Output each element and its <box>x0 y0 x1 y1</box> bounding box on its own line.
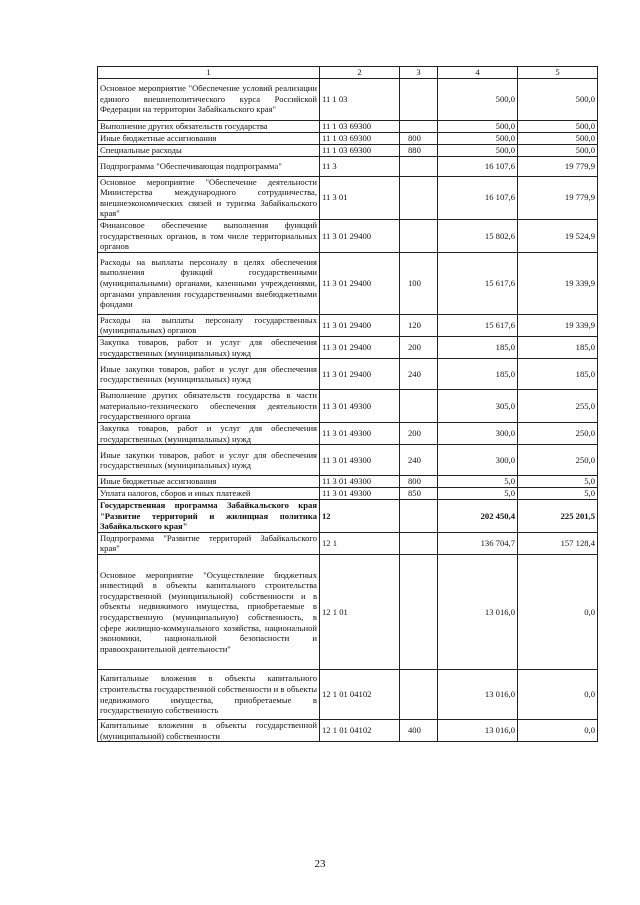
table-row <box>98 500 598 533</box>
row-amount-2: 0,0 <box>518 670 598 720</box>
row-amount-2: 255,0 <box>518 390 598 423</box>
row-amount-1: 15 802,6 <box>438 219 518 252</box>
row-code: 11 3 01 49300 <box>320 422 400 444</box>
table-row <box>98 390 598 423</box>
row-name: Капитальные вложения в объекты капитального строительства государственной собственности и в объекты недвижимого имущества, приобретаемые в государственную собственность <box>98 670 320 720</box>
row-name: Капитальные вложения в объекты государственной (муниципальной) собственности <box>98 720 320 742</box>
row-amount-1: 185,0 <box>438 359 518 390</box>
row-amount-2: 0,0 <box>518 555 598 670</box>
row-name: Выполнение других обязательств государства в части материально-технического обеспечения деятельности государственного органа <box>98 390 320 423</box>
row-expense-type <box>400 176 438 219</box>
row-expense-type <box>400 500 438 533</box>
table-row <box>98 532 598 554</box>
row-code: 11 3 01 29400 <box>320 252 400 314</box>
row-expense-type: 240 <box>400 359 438 390</box>
row-amount-2: 250,0 <box>518 445 598 476</box>
row-name: Государственная программа Забайкальского края "Развитие территорий и жилищная политика Забайкальского края" <box>98 500 320 533</box>
header-col-5: 5 <box>518 67 598 79</box>
row-code: 11 3 <box>320 156 400 176</box>
row-name: Уплата налогов, сборов и иных платежей <box>98 488 320 500</box>
row-amount-1: 300,0 <box>438 422 518 444</box>
row-code: 11 3 01 49300 <box>320 390 400 423</box>
row-amount-1: 13 016,0 <box>438 670 518 720</box>
table-row <box>98 422 598 444</box>
row-expense-type: 800 <box>400 476 438 488</box>
row-code: 11 1 03 <box>320 78 400 120</box>
row-amount-2: 500,0 <box>518 144 598 156</box>
row-amount-1: 15 617,6 <box>438 252 518 314</box>
table-row <box>98 445 598 476</box>
table-row <box>98 720 598 742</box>
row-amount-2: 19 339,9 <box>518 252 598 314</box>
row-code: 11 3 01 <box>320 176 400 219</box>
row-name: Расходы на выплаты персоналу государственных (муниципальных) органов <box>98 314 320 336</box>
row-amount-2: 5,0 <box>518 488 598 500</box>
row-amount-2: 225 201,5 <box>518 500 598 533</box>
row-amount-1: 300,0 <box>438 445 518 476</box>
row-amount-1: 13 016,0 <box>438 555 518 670</box>
table-row <box>98 476 598 488</box>
row-amount-2: 157 128,4 <box>518 532 598 554</box>
table-row <box>98 670 598 720</box>
row-code: 12 <box>320 500 400 533</box>
table-row <box>98 156 598 176</box>
row-code: 11 3 01 29400 <box>320 219 400 252</box>
row-expense-type: 100 <box>400 252 438 314</box>
row-code: 11 3 01 49300 <box>320 476 400 488</box>
table-row <box>98 78 598 120</box>
header-col-4: 4 <box>438 67 518 79</box>
row-expense-type <box>400 670 438 720</box>
row-amount-1: 500,0 <box>438 132 518 144</box>
row-amount-2: 19 339,9 <box>518 314 598 336</box>
row-amount-1: 202 450,4 <box>438 500 518 533</box>
row-amount-2: 5,0 <box>518 476 598 488</box>
row-code: 11 3 01 49300 <box>320 445 400 476</box>
row-code: 12 1 01 <box>320 555 400 670</box>
row-amount-2: 185,0 <box>518 336 598 358</box>
row-code: 12 1 <box>320 532 400 554</box>
row-amount-1: 13 016,0 <box>438 720 518 742</box>
row-name: Финансовое обеспечение выполнения функций государственных органов, в том числе территориальных органов <box>98 219 320 252</box>
row-amount-2: 19 524,9 <box>518 219 598 252</box>
row-name: Подпрограмма "Развитие территорий Забайкальского края" <box>98 532 320 554</box>
row-expense-type: 120 <box>400 314 438 336</box>
table-row <box>98 336 598 358</box>
row-expense-type: 400 <box>400 720 438 742</box>
row-code: 11 1 03 69300 <box>320 144 400 156</box>
row-amount-1: 16 107,6 <box>438 176 518 219</box>
row-name: Основное мероприятие "Обеспечение условий реализации единого внешнеполитического курса Российской Федерации на территории Забайкальского края" <box>98 78 320 120</box>
row-amount-1: 5,0 <box>438 488 518 500</box>
row-name: Иные закупки товаров, работ и услуг для обеспечения государственных (муниципальных) нужд <box>98 359 320 390</box>
row-amount-2: 250,0 <box>518 422 598 444</box>
page-number: 23 <box>314 858 326 870</box>
budget-table <box>97 66 598 742</box>
row-name: Закупка товаров, работ и услуг для обеспечения государственных (муниципальных) нужд <box>98 422 320 444</box>
header-col-2: 2 <box>320 67 400 79</box>
row-name: Расходы на выплаты персоналу в целях обеспечения выполнения функций государственными (муниципальными) органами, казенными учреждениями, органами управления государственными внебюджетными фондами <box>98 252 320 314</box>
row-name: Закупка товаров, работ и услуг для обеспечения государственных (муниципальных) нужд <box>98 336 320 358</box>
budget-table-body <box>98 67 598 742</box>
table-row <box>98 359 598 390</box>
row-name: Иные бюджетные ассигнования <box>98 476 320 488</box>
table-row <box>98 176 598 219</box>
row-amount-1: 185,0 <box>438 336 518 358</box>
row-code: 11 3 01 29400 <box>320 359 400 390</box>
row-amount-2: 500,0 <box>518 132 598 144</box>
row-name: Основное мероприятие "Осуществление бюджетных инвестиций в объекты капитального строительства государственной (муниципальной) собственности и в объекты недвижимого имущества, приобретаемые в государственную (муниципальную) собственность, в сфере жилищно-коммунального хозяйства, национальной экономики, национальной безопасности и правоохранительной деятельности" <box>98 555 320 670</box>
row-name: Иные закупки товаров, работ и услуг для обеспечения государственных (муниципальных) нужд <box>98 445 320 476</box>
row-amount-2: 0,0 <box>518 720 598 742</box>
row-expense-type: 880 <box>400 144 438 156</box>
row-amount-1: 305,0 <box>438 390 518 423</box>
header-col-1: 1 <box>98 67 320 79</box>
row-amount-1: 500,0 <box>438 78 518 120</box>
row-name: Выполнение других обязательств государства <box>98 120 320 132</box>
row-name: Основное мероприятие "Обеспечение деятельности Министерства международного сотрудничества, внешнеэкономических связей и туризма Забайкальского края" <box>98 176 320 219</box>
row-amount-2: 500,0 <box>518 120 598 132</box>
row-amount-1: 136 704,7 <box>438 532 518 554</box>
table-row <box>98 132 598 144</box>
row-expense-type <box>400 156 438 176</box>
table-row <box>98 314 598 336</box>
row-name: Иные бюджетные ассигнования <box>98 132 320 144</box>
row-code: 11 1 03 69300 <box>320 132 400 144</box>
row-expense-type <box>400 532 438 554</box>
row-amount-2: 185,0 <box>518 359 598 390</box>
row-code: 11 3 01 49300 <box>320 488 400 500</box>
table-row <box>98 555 598 670</box>
row-amount-1: 16 107,6 <box>438 156 518 176</box>
row-code: 11 3 01 29400 <box>320 314 400 336</box>
row-code: 11 1 03 69300 <box>320 120 400 132</box>
row-amount-2: 500,0 <box>518 78 598 120</box>
row-expense-type: 200 <box>400 422 438 444</box>
row-expense-type <box>400 219 438 252</box>
row-amount-1: 5,0 <box>438 476 518 488</box>
row-expense-type <box>400 120 438 132</box>
row-expense-type: 850 <box>400 488 438 500</box>
row-expense-type <box>400 390 438 423</box>
row-expense-type: 200 <box>400 336 438 358</box>
row-amount-1: 500,0 <box>438 144 518 156</box>
row-expense-type <box>400 555 438 670</box>
row-amount-1: 15 617,6 <box>438 314 518 336</box>
table-row <box>98 252 598 314</box>
table-row <box>98 219 598 252</box>
table-row <box>98 488 598 500</box>
row-expense-type: 800 <box>400 132 438 144</box>
row-code: 12 1 01 04102 <box>320 720 400 742</box>
row-amount-2: 19 779,9 <box>518 176 598 219</box>
row-expense-type: 240 <box>400 445 438 476</box>
row-name: Специальные расходы <box>98 144 320 156</box>
row-amount-1: 500,0 <box>438 120 518 132</box>
row-code: 11 3 01 29400 <box>320 336 400 358</box>
row-name: Подпрограмма "Обеспечивающая подпрограмма" <box>98 156 320 176</box>
row-expense-type <box>400 78 438 120</box>
row-code: 12 1 01 04102 <box>320 670 400 720</box>
header-col-3: 3 <box>400 67 438 79</box>
table-row <box>98 120 598 132</box>
table-row <box>98 144 598 156</box>
header-row <box>98 67 598 79</box>
row-amount-2: 19 779,9 <box>518 156 598 176</box>
